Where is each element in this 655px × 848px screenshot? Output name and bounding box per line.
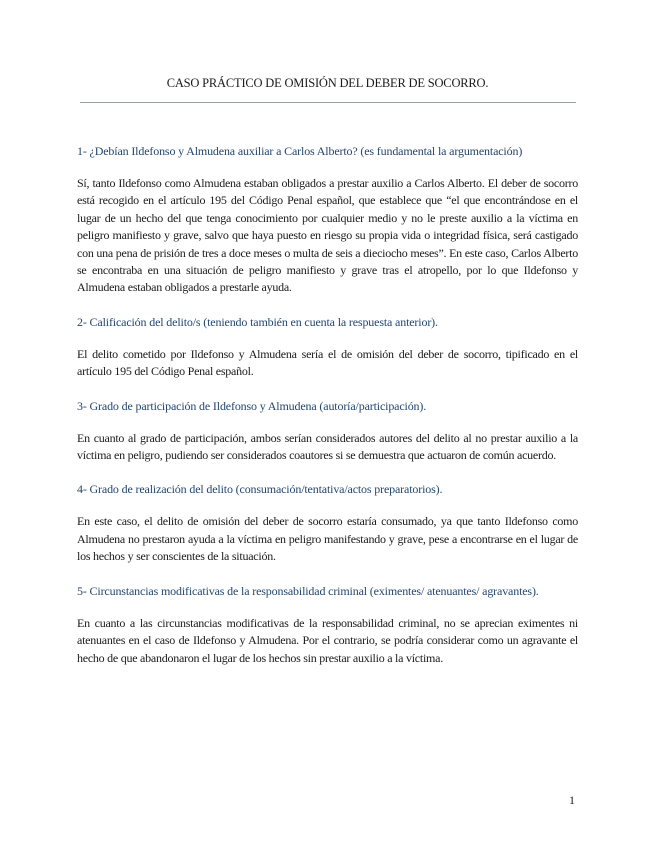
answer-3: En cuanto al grado de participación, ambos serían considerados autores del delito al no prestar auxilio a la víctima en peligro, pudiendo ser considerados coautores si se demuestra que actuaron de común acuerdo. (77, 430, 578, 463)
title-divider (80, 102, 576, 103)
answer-2: El delito cometido por Ildefonso y Almudena sería el de omisión del deber de socorro, tipificado en el artículo 195 del Código Penal español. (77, 346, 578, 379)
question-3: 3- Grado de participación de Ildefonso y Almudena (autoría/participación). (77, 398, 427, 413)
question-1: 1- ¿Debían Ildefonso y Almudena auxiliar a Carlos Alberto? (es fundamental la argumentación) (77, 144, 523, 158)
question-5: 5- Circunstancias modificativas de la responsabilidad criminal (eximentes/ atenuantes/ agravantes). (77, 583, 539, 598)
document-body (77, 143, 578, 684)
answer-1: Sí, tanto Ildefonso como Almudena estaban obligados a prestar auxilio a Carlos Alberto. El deber de socorro está recogido en el artículo 195 del Código Penal español, que establece que “el que encontrándose en el lugar de un hecho del que tenga conocimiento por cualquier medio y no le preste auxilio a la víctima en peligro manifiesto y grave, salvo que haya puesto en riesgo su propia vida o integridad física, será castigado con una pena de prisión de tres a doce meses o multa de seis a dieciocho meses”. En este caso, Carlos Alberto se encontraba en una situación de peligro manifiesto y grave tras el atropello, por lo que Ildefonso y Almudena estaban obligados a prestarle ayuda. (77, 176, 578, 295)
document-title: CASO PRÁCTICO DE OMISIÓN DEL DEBER DE SOCORRO. (166, 76, 489, 90)
answer-5: En cuanto a las circunstancias modificativas de la responsabilidad criminal, no se aprecian eximentes ni atenuantes en el caso de Ildefonso y Almudena. Por el contrario, se podría considerar como un agravante el hecho de que abandonaron el lugar de los hechos sin prestar auxilio a la víctima. (77, 615, 578, 665)
answer-4: En este caso, el delito de omisión del deber de socorro estaría consumado, ya que tanto Ildefonso como Almudena no prestaron ayuda a la víctima en peligro manifestando y grave, pese a encontrarse en el lugar de los hechos y ser conscientes de la situación. (77, 514, 578, 564)
page-number: 1 (569, 793, 575, 807)
question-4: 4- Grado de realización del delito (consumación/tentativa/actos preparatorios). (77, 482, 443, 497)
question-2: 2- Calificación del delito/s (teniendo también en cuenta la respuesta anterior). (77, 314, 438, 329)
